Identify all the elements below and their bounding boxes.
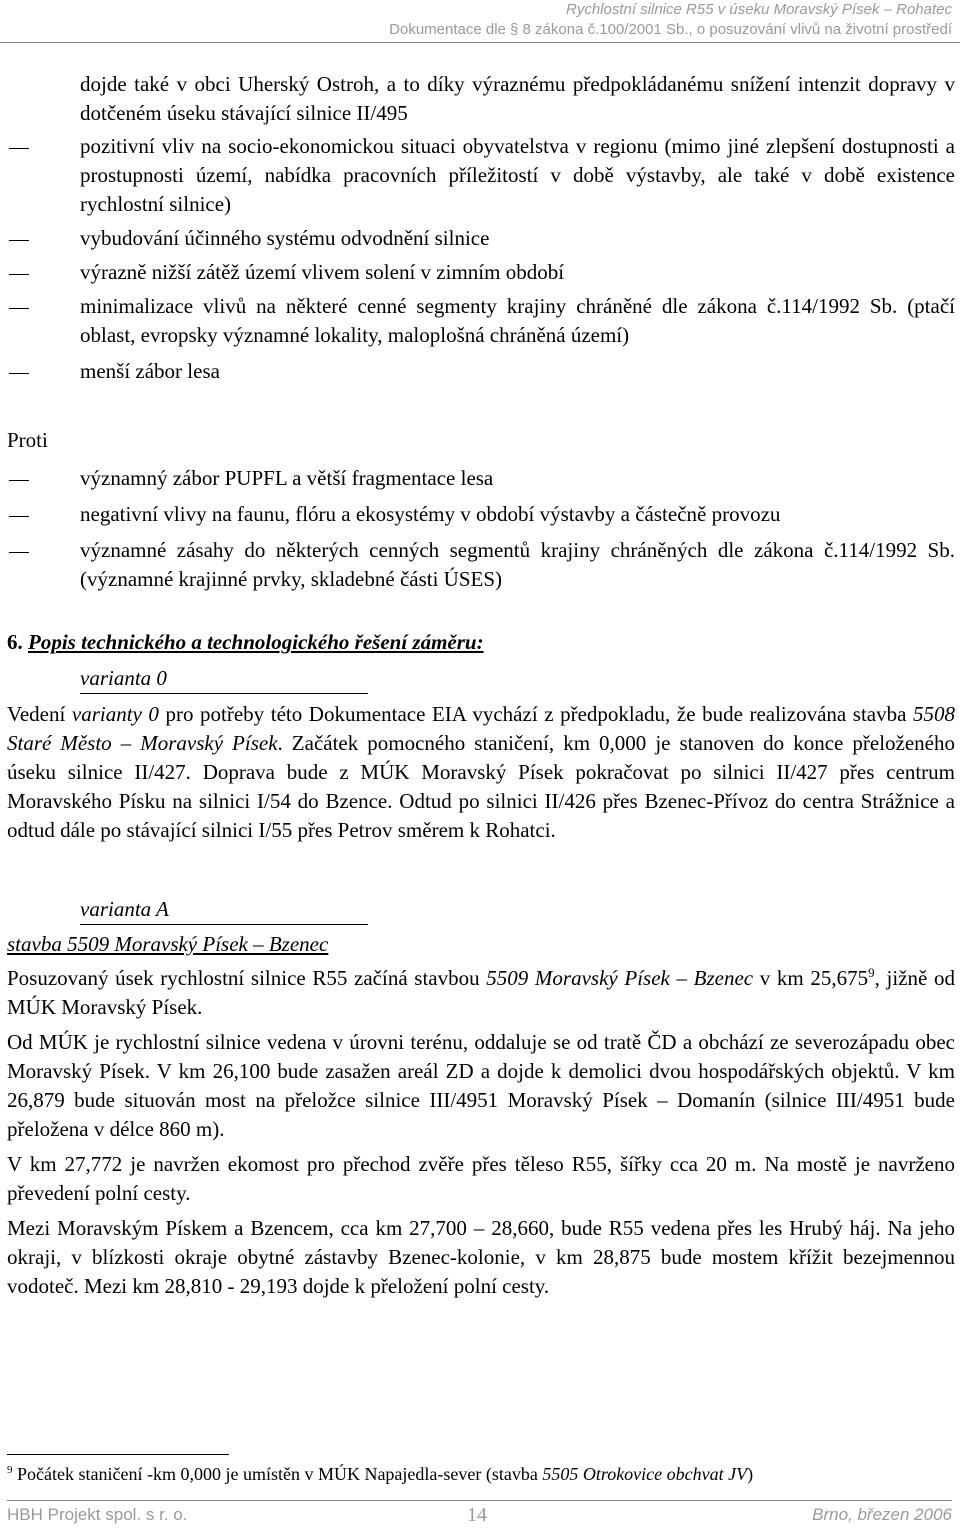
con-item: významný zábor PUPFL a větší fragmentace lesa <box>7 464 955 493</box>
con-item: negativní vlivy na faunu, flóru a ekosystémy v období výstavby a částečně provozu <box>7 500 955 529</box>
header-project-title: Rychlostní silnice R55 v úseku Moravský Písek – Rohatec <box>566 1 952 18</box>
variant-a-paragraph-4: Mezi Moravským Pískem a Bzencem, cca km 27,700 – 28,660, bude R55 vedena přes les Hrubý háj. Na jeho okraji, v blízkosti okraje obytné zástavby Bzenec-kolonie, v km 28,875 bude mostem křížit bezejmennou vodoteč. Mezi km 28,810 - 29,193 dojde k přeložení polní cesty. <box>7 1216 955 1298</box>
variant-a-subtitle: stavba 5509 Moravský Písek – Bzenec <box>7 932 329 956</box>
page-body <box>7 70 955 1301</box>
pro-item: vybudování účinného systému odvodnění silnice <box>7 224 955 253</box>
pro-item: minimalizace vlivů na některé cenné segmenty krajiny chráněné dle zákona č.114/1992 Sb. (ptačí oblast, evropsky významné lokality, maloplošná chráněná území) <box>7 292 955 350</box>
section-heading <box>7 628 955 657</box>
pro-item: menší zábor lesa <box>7 357 955 386</box>
pro-item: výrazně nižší zátěž území vlivem solení v zimním období <box>7 258 955 287</box>
variant-0-title: varianta 0 <box>80 666 167 690</box>
dash-icon <box>7 500 80 529</box>
dash-icon <box>7 536 80 594</box>
header-document-type: Dokumentace dle § 8 zákona č.100/2001 Sb., o posuzování vlivů na životní prostředí <box>389 21 952 38</box>
page-header <box>389 0 952 40</box>
cons-heading: Proti <box>7 428 48 452</box>
dash-icon <box>7 224 80 253</box>
variant-a-paragraph-2: Od MÚK je rychlostní silnice vedena v úrovni terénu, oddaluje se od tratě ČD a obchází ze severozápadu obec Moravský Písek. V km 26,100 bude zasažen areál ZD a dojde k demolici dvou hospodářských objektů. V km 26,879 bude situován most na přeložce silnice III/4951 Moravský Písek – Domanín (silnice III/4951 bude přeložena v délce 860 m). <box>7 1030 955 1141</box>
page-footer <box>7 1500 952 1528</box>
pro-item: pozitivní vliv na socio-ekonomickou situaci obyvatelstva v regionu (mimo jiné zlepšení dostupnosti a prostupnosti území, nabídka pracovních příležitostí v době výstavby, ale také v době existence rychlostní silnice) <box>7 132 955 219</box>
variant-0-paragraph: Vedení varianty 0 pro potřeby této Dokumentace EIA vychází z předpokladu, že bude realizována stavba 5508 Staré Město – Moravský Písek. Začátek pomocného staničení, km 0,000 je stanoven do konce přeloženého úseku silnice II/427. Doprava bude z MÚK Moravský Písek pokračovat po silnici II/427 přes centrum Moravského Písku na silnici I/54 do Bzence. Odtud po silnici II/426 přes Bzenec-Přívoz do centra Strážnice a odtud dále po stávající silnici I/55 přes Petrov směrem k Rohatci. <box>7 702 955 842</box>
footnote-ref: 9 <box>868 965 875 980</box>
dash-icon <box>7 464 80 493</box>
header-rule <box>0 42 960 43</box>
dash-icon <box>7 357 80 386</box>
dash-icon <box>7 132 80 219</box>
footer-company: HBH Projekt spol. s r. o. <box>7 1505 188 1524</box>
variant-a-paragraph-3: V km 27,772 je navržen ekomost pro přechod zvěře přes těleso R55, šířky cca 20 m. Na mostě je navrženo převedení polní cesty. <box>7 1152 955 1205</box>
dash-icon <box>7 258 80 287</box>
footer-date: Brno, březen 2006 <box>812 1505 952 1524</box>
footer-rule <box>7 1500 952 1501</box>
section-title: Popis technického a technologického řešení záměru: <box>28 630 484 654</box>
section-number: 6. <box>7 630 23 654</box>
variant-a-title: varianta A <box>80 897 169 921</box>
dash-icon <box>7 292 80 350</box>
footnote-rule <box>7 1454 229 1455</box>
footnote: $^9$ Počátek staničení -km 0,000 je umístěn v MÚK Napajedla-sever (stavba 5505 Otrokovice obchvat JV) <box>7 1464 754 1484</box>
page-number: 14 <box>467 1504 487 1526</box>
variant-a-paragraph-1: Posuzovaný úsek rychlostní silnice R55 začíná stavbou 5509 Moravský Písek – Bzenec v km 25,675$^9$, jižně od MÚK Moravský Písek. <box>7 965 955 1019</box>
con-item: významné zásahy do některých cenných segmentů krajiny chráněných dle zákona č.114/1992 Sb. (významné krajinné prvky, skladebné části ÚSES) <box>7 536 955 594</box>
intro-continuation: dojde také v obci Uherský Ostroh, a to díky výraznému předpokládanému snížení intenzit dopravy v dotčeném úseku stávající silnice II/495 <box>80 72 955 125</box>
